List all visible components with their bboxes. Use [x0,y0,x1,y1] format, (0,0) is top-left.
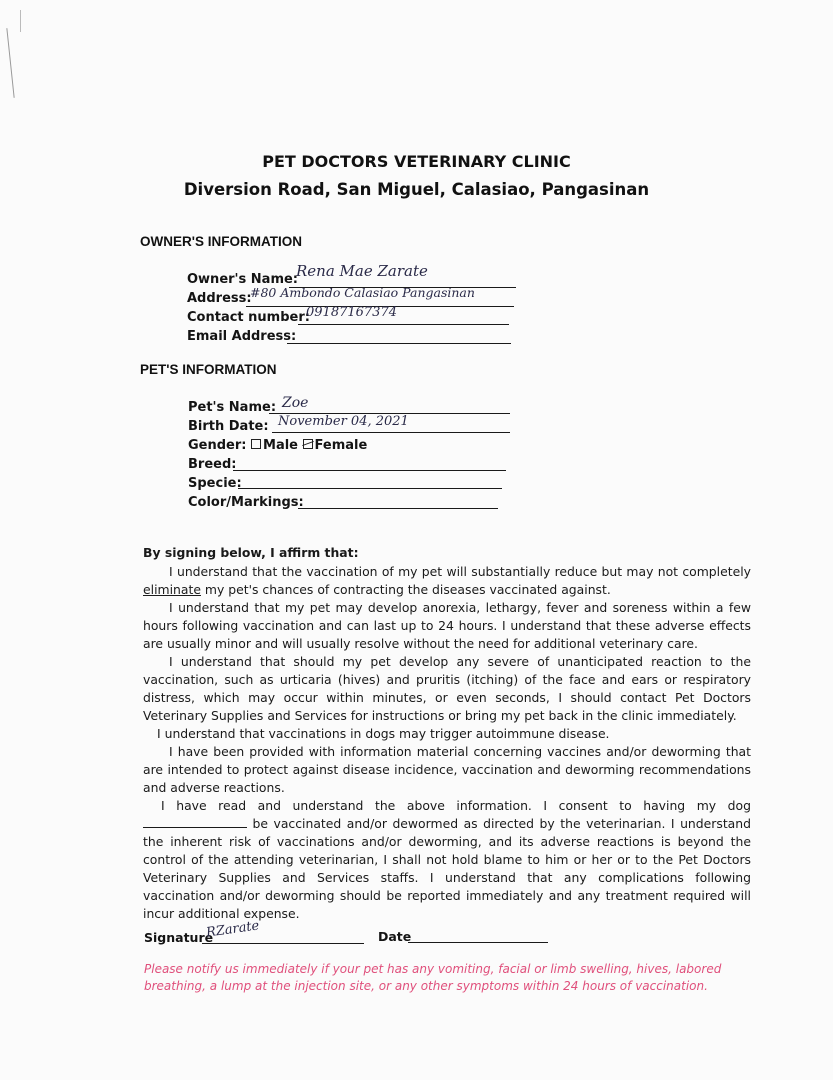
gender-label: Gender: [188,438,247,453]
owner-address-label: Address: [187,291,252,306]
owner-contact-line[interactable] [298,324,509,325]
specie-line[interactable] [238,488,502,489]
pet-name-label: Pet's Name: [188,400,277,415]
pet-section-heading: PET'S INFORMATION [140,362,277,377]
female-option-label: Female [314,438,368,453]
clinic-address: Diversion Road, San Miguel, Calasiao, Pangasinan [183,180,650,199]
aftercare-notice: Please notify us immediately if your pet has any vomiting, facial or limb swelling, hives, labored breathing, a lump at the injection site, or any other symptoms within 24 hours of vaccination. [144,962,722,993]
owner-email-label: Email Address: [187,329,297,344]
specie-label: Specie: [188,476,242,491]
affirmation-block [143,544,751,923]
owner-address-value: #80 Ambondo Calasiao Pangasinan [250,285,475,300]
p6-text: I have read and understand the above information. I consent to having my dog [161,798,751,813]
owner-section-heading: OWNER'S INFORMATION [140,234,302,249]
color-markings-label: Color/Markings: [188,495,304,510]
p1-underlined: eliminate [143,582,201,597]
owner-email-line[interactable] [287,343,511,344]
clinic-name: PET DOCTORS VETERINARY CLINIC [262,152,571,171]
p6-text-end: be vaccinated and/or dewormed as directed by the veterinarian. I understand the inherent risk of vaccinations and/or deworming, and its adverse reactions is beyond the control of the attending veterinarian, I shall not hold blame to him or her or to the Pet Doctors Veterinary Supplies and Services staffs. I understand that any complications following vaccination and/or deworming should be reported immediately and any treatment required will incur additional expense. [143,816,751,921]
p1-text-end: my pet's chances of contracting the diseases vaccinated against. [200,582,611,597]
breed-label: Breed: [188,457,237,472]
owner-name-label: Owner's Name: [187,272,299,287]
owner-contact-label: Contact number: [187,310,310,325]
owner-name-value: Rena Mae Zarate [296,262,428,280]
birth-date-value: November 04, 2021 [278,414,409,429]
owner-contact-value: 09187167374 [306,305,397,320]
signature-line[interactable] [202,943,364,944]
pet-name-value: Zoe [282,395,309,411]
affirmation-paragraph-3: I understand that should my pet develop any severe of unanticipated reaction to the vaccination, such as urticaria (hives) and pruritis (itching) of the face and ears or respiratory distress, which may occur within minutes, or even seconds, I should contact Pet Doctors Veterinary Supplies and Services for instructions or bring my pet back in the clinic immediately. [143,654,751,723]
scan-edge-mark [20,10,21,32]
gender-row [188,438,367,453]
male-checkbox[interactable] [251,439,261,449]
birth-date-label: Birth Date: [188,419,269,434]
p1-text: I understand that the vaccination of my pet will substantially reduce but may not completely [169,564,751,579]
signature-label: Signature [144,930,214,945]
female-checkbox[interactable] [303,439,313,449]
male-option-label: Male [263,438,298,453]
affirmation-paragraph-4: I understand that vaccinations in dogs may trigger autoimmune disease. [157,726,610,741]
birth-date-line[interactable] [272,432,510,433]
dog-name-blank[interactable] [143,815,247,828]
date-label: Date [378,929,412,944]
color-markings-line[interactable] [298,508,498,509]
affirmation-paragraph-1 [143,563,751,599]
affirmation-paragraph-2: I understand that my pet may develop anorexia, lethargy, fever and soreness within a few hours following vaccination and can last up to 24 hours. I understand that these adverse effects are usually minor and will usually resolve without the need for additional veterinary care. [143,600,751,651]
affirmation-paragraph-5: I have been provided with information material concerning vaccines and/or deworming that are intended to protect against disease incidence, vaccination and deworming recommendations and adverse reactions. [143,744,751,795]
date-line[interactable] [408,942,548,943]
affirmation-paragraph-6 [143,797,751,923]
breed-line[interactable] [233,470,506,471]
affirmation-lead: By signing below, I affirm that: [143,545,359,560]
signature-value: RZarate [205,918,261,941]
scan-edge-mark [6,28,14,98]
